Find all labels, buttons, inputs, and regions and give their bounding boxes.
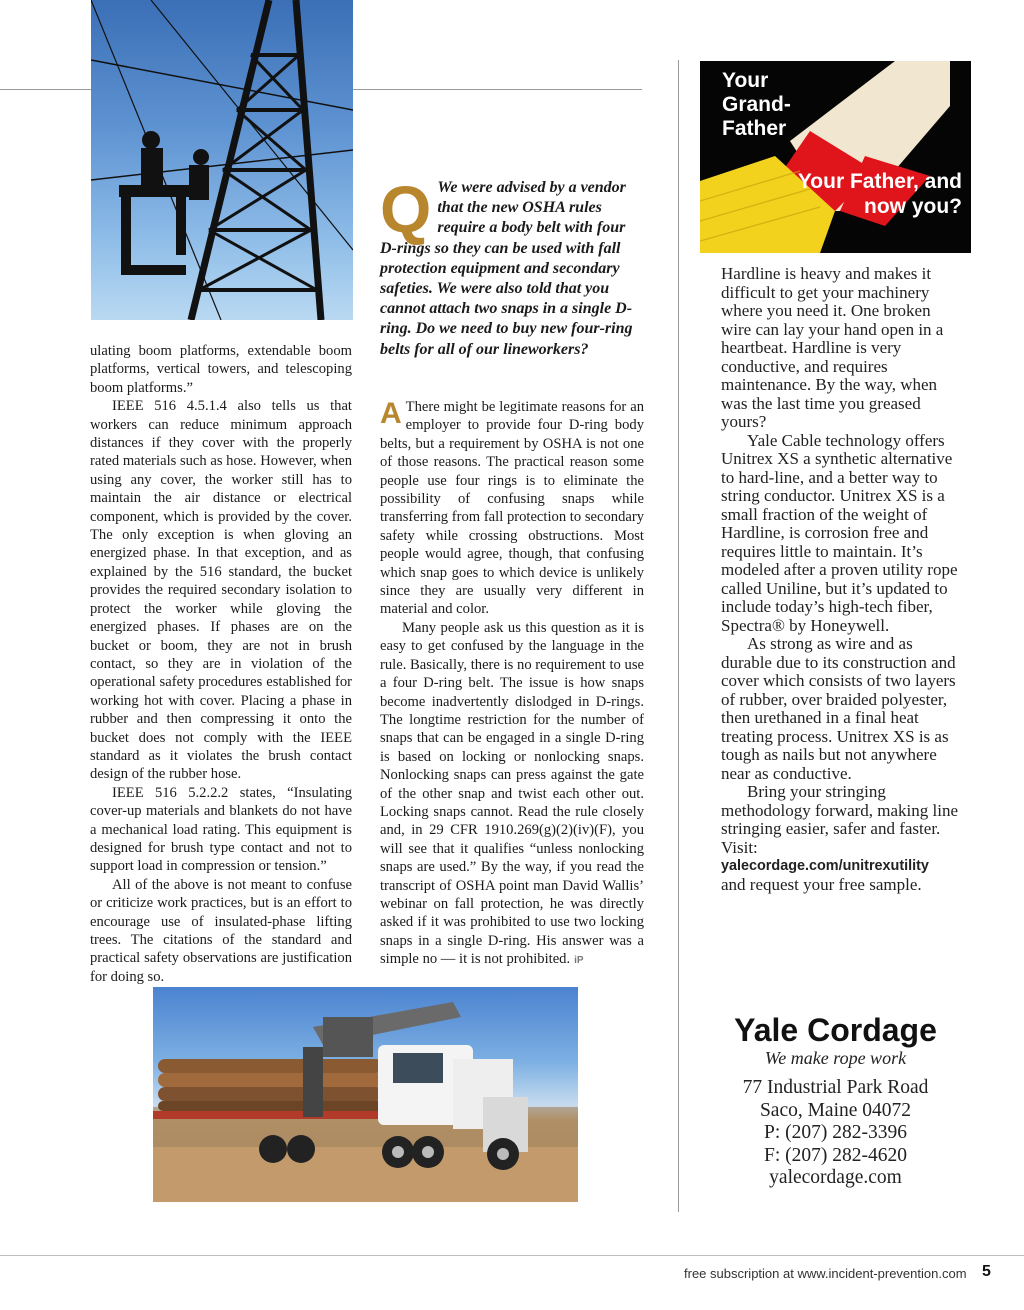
paragraph: IEEE 516 5.2.2.2 states, “Insulating cover-up materials and blankets do not have a mechanical load rating. This equipment is designed for brush type contact and not to support load in compression or tension.”: [90, 784, 352, 875]
ad-brand-name: Yale Cordage: [734, 1012, 937, 1048]
column-divider: [678, 60, 679, 1212]
address-line-1: 77 Industrial Park Road: [742, 1077, 929, 1098]
ad-paragraph: and request your free sample.: [721, 874, 922, 894]
question-drop-cap: Q: [380, 172, 432, 246]
ad-banner: [700, 61, 971, 253]
end-mark: iP: [574, 955, 584, 967]
ad-paragraph: Hardline is heavy and makes it difficult to get your machinery where you need it. One broken wire can lay your hand open in a heartbeat. Hardline is very conductive, and requires maintenance. By the way, when was the last time you greased yours?: [721, 264, 944, 431]
ad-contact-block: [700, 1077, 971, 1190]
ad-headline-1: Your Grand-Father: [722, 69, 791, 140]
ad-tagline: We make rope work: [764, 1048, 907, 1068]
footer-rule: [0, 1255, 1024, 1256]
phone-number: P: (207) 282-3396: [764, 1122, 907, 1143]
paragraph: ulating boom platforms, extendable boom platforms, vertical towers, and telescoping boom platforms.”: [90, 343, 352, 396]
paragraph: [380, 619, 644, 971]
question-block: [380, 172, 644, 360]
article-column-1: [90, 342, 352, 986]
ad-paragraph: Yale Cable technology offers Unitrex XS a synthetic alternative to hard-line, and a better way to string conductor. Unitrex XS is a small fraction of the weight of Hardline, is corrosion free and requires little to maintain. It’s modeled after a proven utility rope called Uniline, but it’s updated to include today’s high-tech fiber, Spectra® by Honeywell.: [721, 430, 958, 635]
line-truck-photo: [153, 987, 578, 1202]
ad-url[interactable]: yalecordage.com/unitrexutility: [721, 858, 929, 874]
transmission-tower-photo: [91, 0, 353, 320]
answer-text-2: Many people ask us this question as it is easy to get confused by the language in the rule. Basically, there is no requirement to use a four D-ring belt. The issue is how snaps become inadvertently dislodged in D-rings. The longtime restriction for the number of snaps that can be engaged in a single D-ring is based on locking or nonlocking snaps. Nonlocking snaps can press against the gate of the other snap and twist each other out. Locking snaps cannot. Read the rule closely and, in 29 CFR 1910.269(g)(2)(iv)(F), you will see that it qualifies “unless nonlocking snaps are used.” By the way, if you read the transcript of OSHA point man David Wallis’ webinar on fall protection, he was directly asked if it was prohibited to use two locking snaps in a single D-ring. His answer was a simple no — it is not prohibited.: [380, 619, 644, 968]
address-line-2: Saco, Maine 04072: [759, 1099, 912, 1121]
paragraph: IEEE 516 4.5.1.4 also tells us that workers can reduce minimum approach distances if they cover with the properly rated materials such as hose. However, when using any cover, the worker still has to maintain the air distance or electrical component, which is provided by the cover. The only exception is when gloving an energized phase. In that exception, and as explained by the 516 standard, the bucket provides the required secondary isolation to protect the worker while gloving the energized phases. If phases are on the bucket or boom, they are not in brush contact, so they are in violation of the operational safety procedures established for working hot with cover. Placing a phase in rubber and then compressing it onto the bucket does not comply with the IEEE standard as it violates the brush contact design of the rubber hose.: [90, 398, 353, 783]
tower-silhouette: [91, 0, 353, 320]
footer-subscription-text: free subscription at www.incident-prevention.com: [684, 1266, 967, 1281]
truck-illustration: [153, 987, 578, 1202]
answer-column: [380, 398, 644, 971]
ad-body: [721, 265, 961, 894]
ad-paragraph: As strong as wire and as durable due to its construction and cover which consists of two layers of rubber, over braided polyester, then urethaned in a final heat treating process. Unitrex XS is as tough as nails but not anywhere near as conductive.: [721, 634, 956, 783]
answer-drop-cap: A: [380, 397, 402, 430]
paragraph: [380, 398, 644, 619]
question-text: We were advised by a vendor that the new OSHA rules require a body belt with four D-rings so they can be used with fall protection equipment and secondary safeties. We were also told that you cannot attach two snaps in a single D-ring. Do we need to buy new four-ring belts for all of our lineworkers?: [380, 179, 633, 358]
paragraph: All of the above is not meant to confuse or criticize work practices, but is an effort to encourage use of insulated-phase lifting trees. The citations of the standard and practical safety observations are justification for doing so.: [90, 876, 352, 985]
ad-website[interactable]: yalecordage.com: [769, 1167, 902, 1188]
page-number: 5: [982, 1263, 991, 1280]
ad-headline-2: Your Father, and now you?: [797, 170, 962, 218]
answer-text: There might be legitimate reasons for an employer to provide four D-ring body belts, but a requirement by OSHA is not one of those reasons. The practical reason some people use four rings is to eliminate the possibility of confusing snaps while transferring from fall protection to secondary safety while crossing obstructions. Most people would agree, though, that confusing which snap goes to which device is unlikely since they are usually very different in material and color.: [380, 399, 644, 618]
fax-number: F: (207) 282-4620: [764, 1144, 907, 1166]
ad-paragraph: Bring your stringing methodology forward, making line stringing easier, safer and faster. Visit:: [721, 782, 959, 857]
